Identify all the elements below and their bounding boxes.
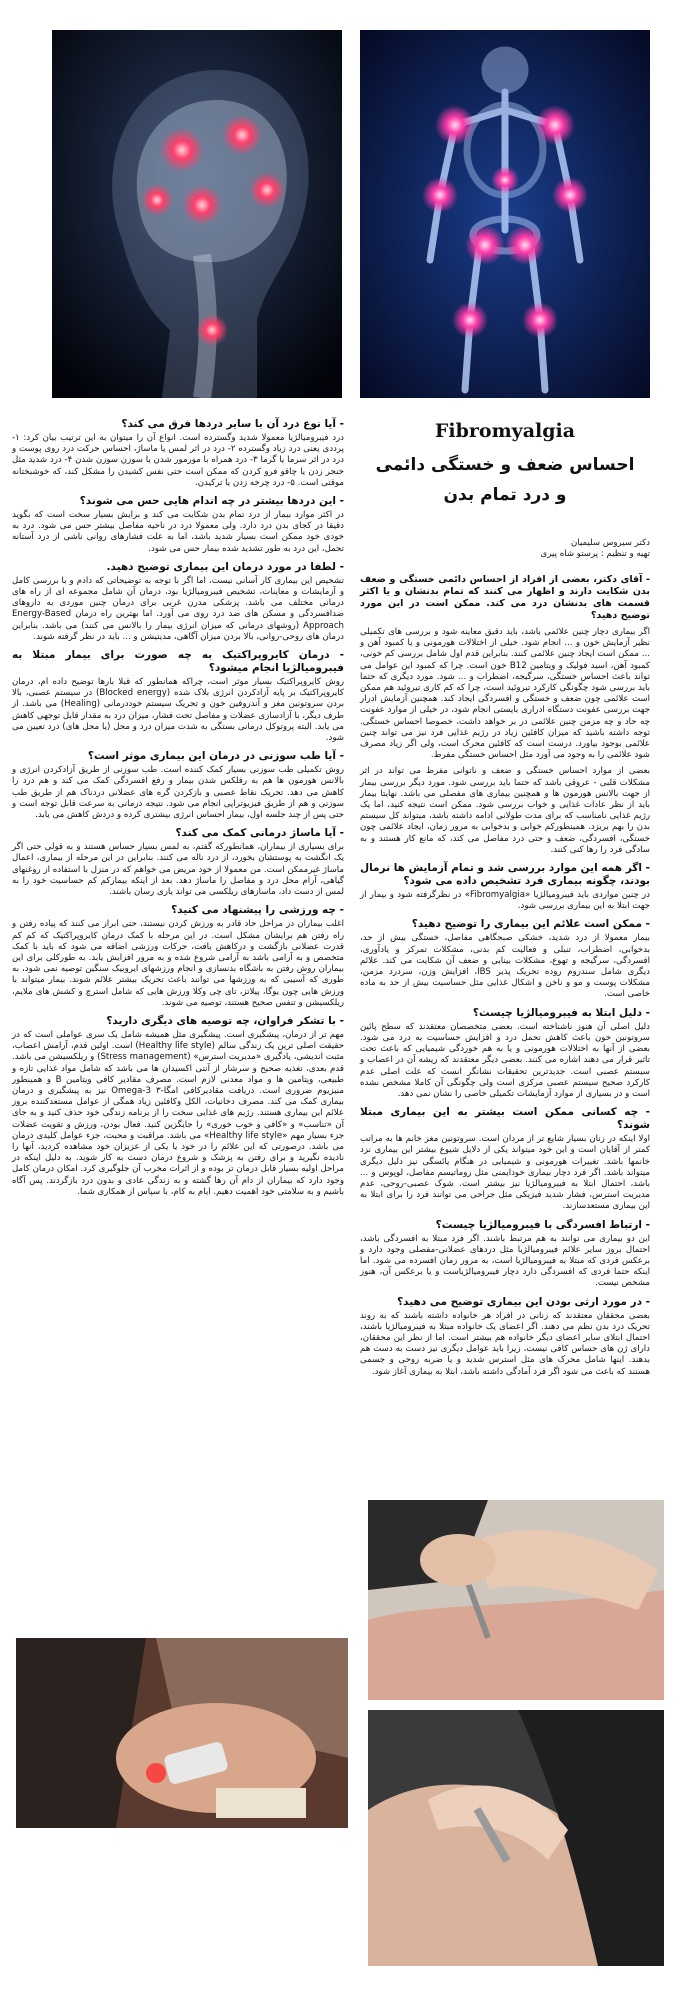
question-heading: - چه ورزشی را پیشنهاد می کنید؟: [171, 904, 344, 917]
qa-block: [360, 627, 650, 761]
answer-text: بیمار معمولا از درد شدید، خشکی صبحگاهی مفاصل، خستگی بیش از حد، بدخوابی، اضطراب، تنبلی و فعالیت کم بدنی، مشکلات تمرکز و یادآوری، افسردگی، سرگیجه و تهوع، مشکلات بینایی و ضعف آن شکایت می کند. علائم دیگری شامل سندروم روده تحریک پذیر IBS، افزایش وزن، سردرد مزمن، مشکلات پوست و مو و ناخن و اشکال غذایی مثل حساسیت بیش از حد به ماده خاصی است.: [360, 933, 650, 1000]
answer-text: بعضی از موارد احساس خستگی و ضعف و ناتوانی مفرط می تواند در اثر مشکلات قلبی - عروقی باشد که حتما باید بررسی شود. مورد دیگر بررسی بیمار از جهت بالانس هورمون ها و همچنین بیماری های مفصلی می باشد. نهایتا بیمار باید از نظر عادات غذایی و خواب بررسی شود. ممکن است نتیجه کنید، اما یک رژیم غذایی نامناسب که برای مدت طولانی ادامه داشته باشد، میتواند کل سیستم بدن را بهم بریزد. همینطورکم خوابی و بدخوابی به مرور زمان، ایجاد علائمی چون خستگی، افسردگی، ضعف و حتی درد مفاصل می کند، که مانع کار هستند و به سادگی فرد را رها کنی کنند.: [360, 766, 650, 855]
qa-block: [360, 766, 650, 856]
answer-text: - آقای دکتر، بعضی از افراد از احساس دائمی خستگی و ضعف بدن شکایت دارند و اظهار می کنند که تمام بدنشان و یا اکثر قسمت های بدنشان درد می کند. ممکن است در این مورد توضیح دهید؟: [360, 574, 650, 621]
qa-block: [12, 418, 344, 489]
qa-block: [12, 649, 344, 744]
question-heading: - آیا ماساژ درمانی کمک می کند؟: [175, 827, 344, 840]
credits: [360, 538, 650, 560]
answer-text: درد فیبرومیالژیا معمولا شدید وگسترده است. انواع آن را میتوان به این ترتیب بیان کرد: ۱- پرددی یعنی درد زیاد وگسترده ۲- درد در اثر لمس یا ماساژ، احساس حرکت درد روی پوست و درد در اثر سرما یا گرما ۳- درد همراه با مورمور شدن یا سوزن سوزن شدن ۴- درد شدید مثل خنجر زدن یا چاقو فرو کردن که ممکن است حتی نفس کشیدن را مشکل کند، که خوشبختانه موقتی است. ۵- درد چرخه زدن یا ترکیدن.: [12, 433, 345, 488]
question-heading: - آیا طب سوزنی در درمان این بیماری موثر است؟: [87, 750, 344, 763]
question-heading: - لطفا در مورد درمان این بیماری توضیح دهید.: [106, 560, 344, 573]
qa-block: [360, 1106, 650, 1212]
qa-block: [360, 574, 650, 622]
question-heading: - ممکن است علائم این بیماری را توضیح دهید؟: [411, 918, 650, 931]
qa-block: [12, 827, 344, 898]
question-heading: - آیا نوع درد آن با سایر دردها فرق می کند؟: [121, 418, 344, 430]
answer-text: اولا اینکه در زنان بسیار شایع تر از مردان است. سروتونین مغز خانم ها به مراتب کمتر از آقایان است و این خود میتواند یکی از دلایل شیوع بیشتر این بیماری نزد خانمها باشد. تغییرات هورمونی و شیمیایی در هنگام یائسگی نیز دلیل دیگری میتواند باشد. اگر فرد دچار بیماری خودایمنی مثل روماتیسم مفاصل، لوپوس و ... باشد، احتمال ابتلا به فیبرومیالژیا نیز بیشتر است. شوک عصبی-روحی، عدم مدیریت استرس، فشار شدید فیزیکی مثل جراحی می توانند فرد را برای ابتلا به این بیماری مستعدسازند.: [360, 1134, 650, 1212]
answer-text: اگر بیماری دچار چنین علائمی باشد، باید دقیق معاینه شود و بررسی های تکمیلی نظیر آزمایش خون و ... انجام شود. خیلی از اختلالات هورمونی و یا کمبود آهن و ... ممکن است ایجاد چنین علائمی کنند. بنابراین قدم اول شامل بررسی کم خونی، کمبود آهن، اسید فولیک و ویتامین B12 خون است. چرا که کمبود این عوامل می تواند باعث احساس خستگی، سرگیجه، اضطراب و ... شود. مورد دیگری که حتما باید بررسی شود چگونگی کارکرد تیروئید است، چرا که کم کاری تیروئید هم ممکن است علائمی چون ضعف و خستگی و افسردگی ایجاد کند. همچنین آزمایش ادرار جهت بررسی عفونت دستگاه ادراری بایستی انجام شود، در خیلی از موارد عفونت چه حاد و چه مزمن چنین علائمی در بر خواهد داشت، خصوصا احساس خستگی. توجه داشته باشید که میزان کافئین زیاد در رژیم غذایی فرد نیز می تواند چنین علائمی بوجود بیاورد. درست است که کافئین محرک است، ولی اگر زیاد مصرف شود علائمی را به وجود می آورد مثل احساس خستگی مفرط.: [360, 627, 650, 761]
laser-therapy-image: [16, 1638, 348, 1828]
qa-block: [12, 1015, 344, 1198]
answer-text: روش تکمیلی طب سوزنی بسیار کمک کننده است. طب سوزنی از طریق آزادکردن انرژی و بالانس هورمون ها هم به رفلکس شدن بیمار و رفع افسردگی کمک می کند و هم درد را کاهش می دهد. تحریک نقاط عصبی و بازکردن گره های عضلانی دردناک هم از طریق طب سوزنی و هم از طریق فیزیوتراپی انجام می شود. نتیجه درمانی به سرعت قابل توجه است و حتی پس از چند جلسه اول، بیمار احساس انرژی بیشتری کرده و دردش کاهش می یابد.: [12, 765, 344, 821]
question-heading: - در مورد ارثی بودن این بیماری توضیح می دهید؟: [397, 1295, 650, 1308]
question-heading: - این دردها بیشتر در چه اندام هایی حس می شوند؟: [79, 495, 344, 508]
question-heading: - چه کسانی ممکن است بیشتر به این بیماری مبتلا شوند؟: [360, 1106, 650, 1132]
answer-text: مهم تر از درمان، پیشگیری است. پیشگیری مثل همیشه شامل یک سری عواملی است که در حقیقت اصلی ترین یک زندگی سالم (Healthy life style) است. اولین قدم، آرامش اعصاب، مثبت اندیشی، یادگیری «مدیریت استرس» (Stress management) و ریلکسیشن می باشد. قدم بعدی، تغذیه صحیح و سرشار از آنتی اکسیدان ها می باشد که شامل مواد غذایی تازه و طبیعی، ویتامین ها و مواد معدنی لازم است. مصرف مقادیر کافی ویتامین B و همینطور منیزیوم ضروری است. دریافت مقادیرکافی امگا-۳ Omega-3 نیز به پیشگیری و درمان بیماری کمک می کند. مصرف دخانیات، الکل وکافئین زیاد همگی از عوامل مستعدکننده بروز علائم این بیماری هستند. رژیم های غذایی سخت را از برنامه زندگی خود حذف کنید و به جای آن «تناسب» و «کافی و خوب خوری» را جایگزین کنید. فعال بودن، ورزش و تقویت عضلات جزء بسیار مهم «Healthy life style» می باشد. مراقبت و محبت، جزء عوامل کلیدی درمان می باشد. درصورتی که این علائم را در خود یا یکی از عزیزان خود مشاهده کردید، آنها را نادیده نگیرید و برای رفتن به پزشک و شروع درمان دست به کار شوید. به دلیل اینکه در مراحل اولیه بسیار قابل درمان تر بوده و از اثرات مخرب آن جلوگیری کرد. امکان درمان کامل وجود دارد که بیماران از دام آن رها گشته و به زندگی عادی و بدون درد بازگردند. پس آگاه باشیم و به سلامتی خود اهمیت دهیم. ایام به کام، با سپاس از همکاری شما.: [12, 1029, 345, 1197]
left-column: [12, 412, 344, 1203]
neck-treatment-image: [368, 1710, 664, 1966]
persian-title: [360, 450, 650, 510]
question-heading: - ارتباط افسردگی با فیبرومیالژیا چیست؟: [435, 1218, 650, 1231]
answer-text: در اکثر موارد بیمار از درد تمام بدن شکایت می کند و برایش بسیار سخت است که بگوید دقیقا در کجای بدن درد دارد. ولی معمولا درد در ناحیه مفاصل بیشتر حس می شود. درد به خودی خود ممکن است بسیار شدید باشد، اما به علت فشارهای روانی ناشی از درد آستانه تحمل، این درد به طور تشدید شده بیمار حس می شود.: [12, 510, 344, 554]
author-name: دکتر سیروس سلیمیان: [570, 538, 650, 548]
question-heading: - دلیل ابتلا به فیبرومیالژیا چیست؟: [472, 1006, 650, 1019]
answer-text: دلیل اصلی آن هنوز ناشناخته است. بعضی متخصصان معتقدند که سطح پائین سروتونین خون باعث کاهش تحمل درد و افزایش حساسیت به درد می شود. بعضی از آنها به اختلالات هورمونی و یا به هم خوردگی شیمیایی که باعث تحت تاثیر قرار می دهند اشاره می کنند. بعضی دیگر معتقدند که ریشه آن در اعصاب و سیستم عصبی است. جدیدترین تحقیقات نشانگر انست که علت اصلی عدم کارکرد صحیح سیستم عصبی مرکزی است ولی چگونگی آن کاملا مشخص نشده است و در بسیاری از موارد آزمایشات تکمیلی خاصی را نشان نمی دهد.: [360, 1021, 650, 1099]
question-heading: - درمان کایروپراکتیک به چه صورت برای بیمار مبتلا به فیبرومیالژیا انجام میشود؟: [12, 649, 344, 675]
compiler-name: تهیه و تنظیم : پرستو شاه پیری: [540, 549, 650, 559]
qa-block: [360, 918, 650, 1000]
question-heading: - اگر همه این موارد بررسی شد و تمام آزمایش ها نرمال بودند، چگونه بیماری فرد تشخیص داده می شود؟: [360, 862, 650, 888]
title-block: [360, 420, 650, 510]
answer-text: تشخیص این بیماری کار آسانی نیست، اما اگر با توجه به توضیحاتی که دادم و با بررسی کامل و آزمایشات و معاینات، تشخیص فیبرومیالژیا بود، درمان آن شامل مجموعه ای از راه های درمانی مختلف می باشد. پزشکی مدرن غربی برای درمان چنین موردی به داروهای ضدافسردگی و مسکن های ضد درد روی می آورد. اما بهترین راه درمان Energy-Based Approach (روشهای درمانی که میزان انرژی بیمار را بالانس می کنند) می باشد. بنابراین درمان های روحی-روانی، بالا بردن میزان آگاهی، مدیتیشن و ... باید در نظر گرفته شوند.: [12, 575, 344, 642]
english-title: Fibromyalgia: [434, 420, 576, 442]
right-column: [360, 568, 650, 1383]
qa-block: [360, 1219, 650, 1290]
brain-xray-image: [52, 30, 342, 398]
answer-text: روش کایروپراکتیک بسیار موثر است، چراکه همانطور که قبلا بارها توضیح داده ام، درمان کایروپراکتیک بر پایه آزادکردن انرژی بلاک شده (Blocked energy) در سیستم عصبی، بالا بردن سروتونین مغز و آندروفین خون و تحریک سیستم خوددرمانی (Healing) می باشد. از طرف دیگر، با آزادسازی عضلات و مفاصل تحت فشار، میزان درد به مقدار قابل توجهی کاهش می یابد. البته پروتوکل درمانی بستگی به شدت میزان درد و محل (یا محل های) درد تعیین می شود.: [12, 677, 344, 744]
persian-title-line-1: احساس ضعف و خستگی دائمی: [375, 455, 635, 475]
skeleton-joints-image: [360, 30, 650, 398]
qa-block: [360, 1007, 650, 1100]
acupuncture-back-image: [368, 1500, 664, 1700]
answer-text: در چنین مواردی باید فیبرومیالژیا «Fibromyalgia» در نظرگرفته شود و بیمار از جهت ابتلا به این بیماری بررسی شود.: [360, 890, 651, 912]
qa-block: [12, 561, 344, 643]
answer-text: بعضی محققان معتقدند که زنانی در افراد هر خانواده داشته باشند که به روند تحریک درد بدن نظم می دهند. اگر اعضای یک خانواده مبتلا به فیبرومیالژیا باشند، احتمال ابتلای سایر اعضای دیگر خانواده هم بیشتر است. اما از نظر این محققان، دارای ژن های حساس کافی نیست، زیرا باید عوامل دیگری نیز دست به دست هم بدهند. اینها شامل محرک های مثل استرس شدید و یا ضربه روحی و جسمی هستند که باعث می شود اگر فرد آمادگی داشته باشد، ابتلا به بیماری آغاز شود.: [360, 1310, 650, 1377]
answer-text: اغلب بیماران در مراحل حاد قادر به ورزش کردن نیستند، حتی ابراز می کنند که پیاده رفتن و راه رفتن هم برایشان مشکل است. در این مرحله با کمک درمان کایروپراکتیک که کم کم قدرت عضلانی بازگشت و درکاهش یافت، حرکات ورزشی اضافه می شود که باید با کمک متخصص و به آرامی باشد به آرامی شروع شده و به مرور افزایش یابد. به طورکلی برای این بیماران روش رفتن به باشگاه بدنسازی و انجام ورزشهای ایروبیک سنگین توصیه نمی شود، به طوری که آسیبی که به ورزشها می توانند باعث تحریک بیشتر علائم شوند. بیمار میتواند با ورزش هایی چون یوگا، پیلاتز، تای چی وکلا ورزش هایی که شامل استرچ و کشش های ملایم، ریلکسیشن و تنفس صحیح هستند، توصیه می شوند.: [12, 919, 344, 1008]
qa-block: [12, 495, 344, 555]
qa-block: [12, 904, 344, 1009]
qa-block: [360, 862, 650, 912]
qa-block: [12, 750, 344, 821]
answer-text: برای بسیاری از بیماران، همانطورکه گفتم، به لمس بسیار حساس هستند و به قولی حتی اگر یک انگشت به پوستشان بخورد، از درد ناله می کنند. بنابراین در این مرحله از بیماری، اعمال ماساژ غیرممکن است. من معمولا از خود مریض می خواهم که در منزل با استفاده از روغنهای گیاهی، آرام محل درد و مفاصل را ماساژ دهد. بعد از اینکه بیمارکم کم حساسیت خود را به لمس از دست داد، ماسازهای ریلکسی می تواند یاری رسان باشند.: [12, 842, 344, 898]
question-heading: - با تشکر فراوان، چه توصیه های دیگری دارید؟: [106, 1014, 344, 1027]
answer-text: این دو بیماری می توانند به هم مرتبط باشند. اگر فرد مبتلا به افسردگی باشد، احتمال بروز سایر علائم فیبرومیالژیا مثل دردهای عضلانی-مفصلی وجود دارد و برعکس فردی که مبتلا به فیبرومیالژیا است، به مرور زمان افسرده می شود. اما اینکه حتما فردی که افسردگی دارد دچار فیبرومیالژیاست و یا برعکس آن، هنوز مشخص نیست.: [360, 1233, 650, 1289]
persian-title-line-2: و درد تمام بدن: [443, 485, 567, 505]
qa-block: [360, 1296, 650, 1378]
